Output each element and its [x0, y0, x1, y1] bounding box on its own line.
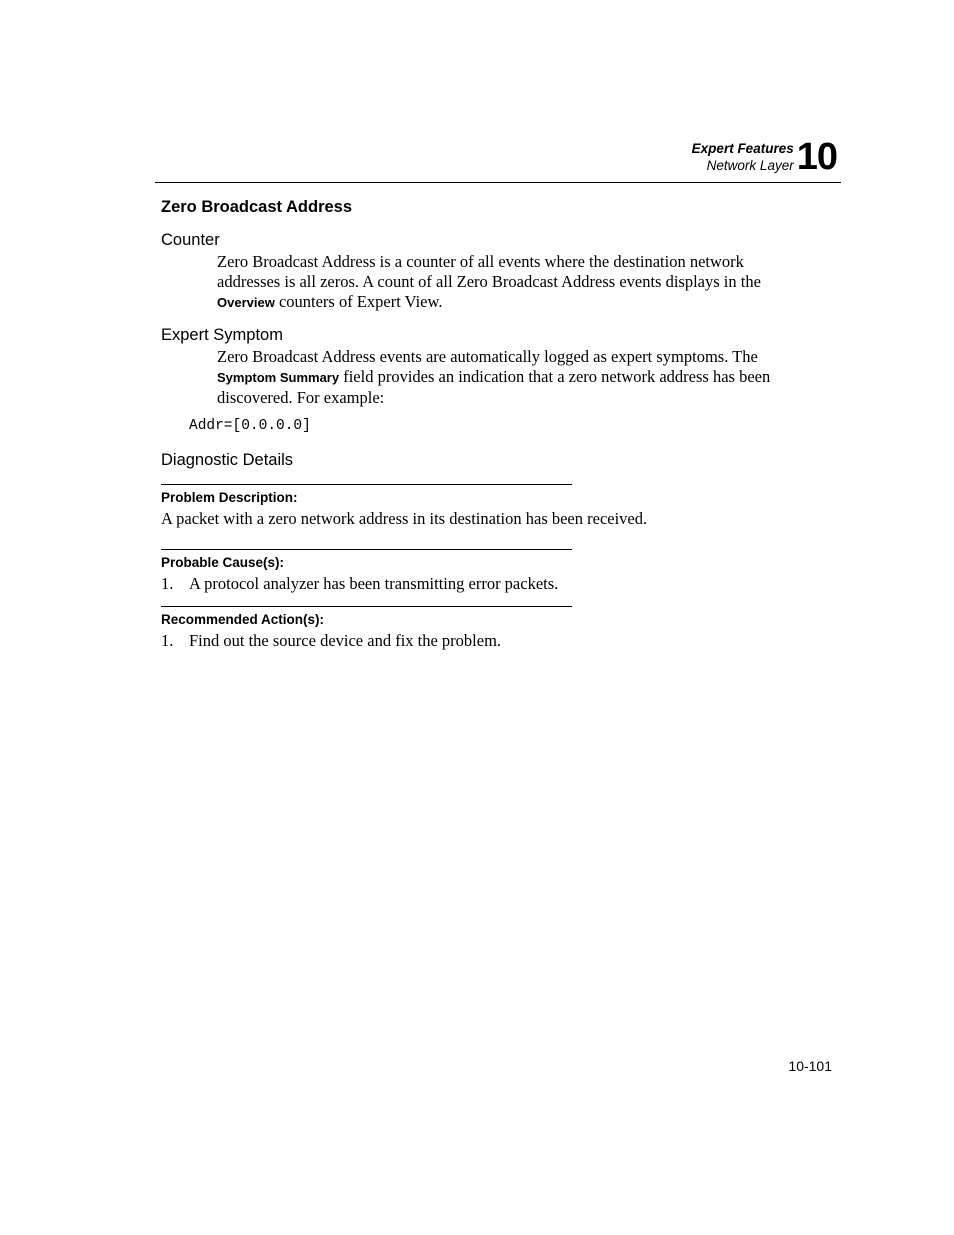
page-number: 10-101	[788, 1058, 832, 1074]
list-item	[161, 574, 801, 594]
diagnostic-heading: Diagnostic Details	[161, 451, 294, 469]
counter-text-before: Zero Broadcast Address is a counter of all events where the destination network addresses is all zeros. A count of all Zero Broadcast Address events displays in the	[217, 252, 761, 291]
running-header	[692, 136, 837, 178]
list-item	[161, 631, 801, 651]
symptom-text-after: field provides an indication that a zero network address has been discovered. For example:	[217, 367, 771, 407]
symptom-summary-label: Symptom Summary	[217, 370, 340, 385]
expert-symptom-heading: Expert Symptom	[161, 326, 283, 344]
header-subsection: Network Layer	[706, 158, 794, 173]
probable-cause-label: Probable Cause(s):	[161, 555, 285, 570]
counter-heading: Counter	[161, 231, 220, 249]
recommended-action-label: Recommended Action(s):	[161, 612, 325, 627]
divider	[161, 484, 572, 485]
counter-paragraph	[217, 252, 797, 313]
expert-symptom-paragraph	[217, 347, 797, 408]
divider	[161, 549, 572, 550]
page-title: Zero Broadcast Address	[161, 198, 353, 216]
divider	[161, 606, 572, 607]
list-text: A protocol analyzer has been transmitting error packets.	[189, 574, 559, 593]
list-text: Find out the source device and fix the problem.	[189, 631, 502, 650]
problem-description-text: A packet with a zero network address in its destination has been received.	[161, 509, 648, 528]
list-number: 1.	[161, 574, 174, 593]
header-text	[692, 140, 794, 174]
header-rule	[155, 182, 841, 183]
main-content	[161, 197, 801, 651]
problem-description-label: Problem Description:	[161, 490, 298, 505]
code-example: Addr=[0.0.0.0]	[189, 418, 311, 434]
counter-text-after: counters of Expert View.	[274, 292, 443, 311]
symptom-text-before: Zero Broadcast Address events are automatically logged as expert symptoms. The	[217, 347, 758, 366]
overview-label: Overview	[217, 295, 275, 310]
chapter-number: 10	[796, 136, 837, 178]
header-section: Expert Features	[691, 141, 794, 156]
list-number: 1.	[161, 631, 174, 650]
